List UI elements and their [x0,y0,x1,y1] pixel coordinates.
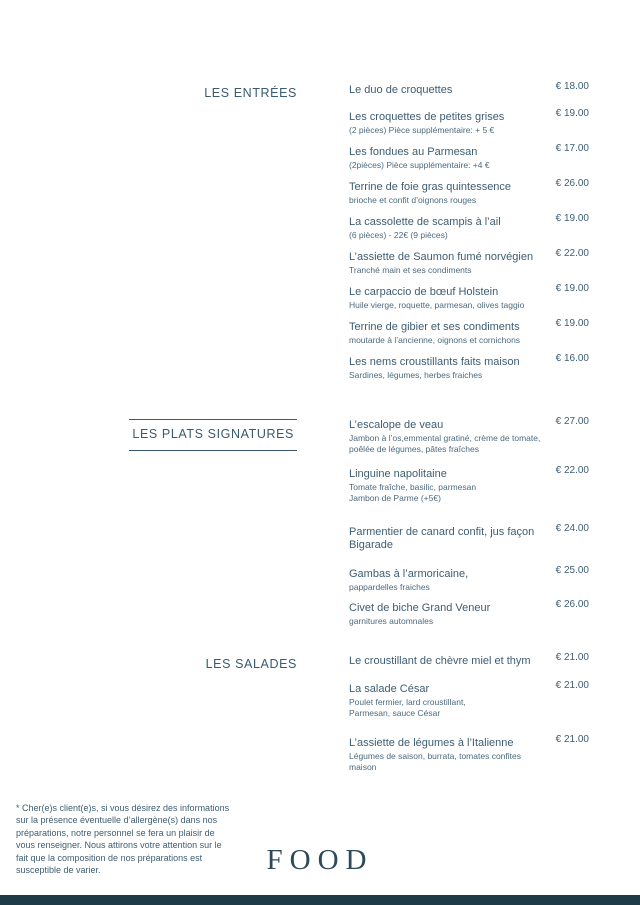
item-price: € 21.00 [555,652,589,663]
item-price: € 24.00 [555,523,589,534]
item-price: € 25.00 [555,565,589,576]
item-price: € 21.00 [555,734,589,745]
item-description-line: Poulet fermier, lard croustillant, [349,697,466,707]
item-name: Parmentier de canard confit, jus façon Bigarade [349,526,535,551]
item-description [349,300,589,311]
menu-item-header [349,565,589,581]
menu-item [349,178,589,206]
item-name: L’escalope de veau [349,419,444,431]
item-name: Gambas à l’armoricaine, [349,568,469,580]
item-description-line: brioche et confit d’oignons rouges [349,195,477,205]
item-description-line: Tomate fraîche, basilic, parmesan [349,482,477,492]
item-name: Terrine de foie gras quintessence [349,181,512,193]
item-description [349,616,589,627]
item-price: € 22.00 [555,248,589,259]
item-name: Les croquettes de petites grises [349,111,505,123]
menu-item-header [349,248,589,264]
menu-item [349,680,589,719]
menu-item-header [349,734,589,750]
item-description [349,195,589,206]
section-title: LES SALADES [205,657,297,671]
item-description [349,751,589,773]
item-price: € 26.00 [555,178,589,189]
menu-item [349,523,589,552]
menu-item-header [349,465,589,481]
section-items [349,416,589,637]
menu [0,81,640,783]
section-header-column [0,419,297,451]
section-header-column [0,84,297,102]
item-price: € 18.00 [555,81,589,92]
menu-item-header [349,178,589,194]
item-description-line: moutarde à l’ancienne, oignons et cornichons [349,335,521,345]
item-price: € 17.00 [555,143,589,154]
menu-item [349,565,589,593]
section-title: LES ENTRÉES [204,86,297,100]
menu-item-header [349,652,589,668]
item-price: € 21.00 [555,680,589,691]
item-name: Les fondues au Parmesan [349,146,478,158]
item-name: Le carpaccio de bœuf Holstein [349,286,499,298]
menu-item [349,108,589,136]
menu-item [349,416,589,455]
item-name: Le duo de croquettes [349,84,453,96]
menu-item [349,652,589,668]
item-price: € 19.00 [555,283,589,294]
item-price: € 19.00 [555,108,589,119]
item-description [349,265,589,276]
item-name: Terrine de gibier et ses condiments [349,321,520,333]
item-description [349,160,589,171]
menu-item-header [349,143,589,159]
menu-item-header [349,523,589,552]
item-description-line: Huile vierge, roquette, parmesan, olives taggio [349,300,525,310]
menu-item-header [349,213,589,229]
item-description [349,482,589,504]
menu-item [349,599,589,627]
item-name: La cassolette de scampis à l’ail [349,216,501,228]
menu-item [349,143,589,171]
section-items [349,81,589,391]
menu-item-header [349,283,589,299]
item-description [349,230,589,241]
item-name: L’assiette de légumes à l’Italienne [349,737,514,749]
item-description-line: Parmesan, sauce César [349,708,441,718]
item-description-line: Jambon à l’os,emmental gratiné, crème de tomate, [349,433,541,443]
item-description [349,433,589,455]
item-description-line: Légumes de saison, burrata, tomates confites [349,751,521,761]
item-description-line: (2pièces) Pièce supplémentaire: +4 € [349,160,490,170]
item-description-line: (2 pièces) Pièce supplémentaire: + 5 € [349,125,495,135]
item-description-line: garnitures automnales [349,616,434,626]
item-price: € 19.00 [555,213,589,224]
item-description-line: Sardines, légumes, herbes fraiches [349,370,483,380]
item-name: Civet de biche Grand Veneur [349,602,491,614]
menu-item [349,465,589,504]
item-price: € 19.00 [555,318,589,329]
section-header-column [0,655,297,673]
menu-item [349,213,589,241]
item-description [349,582,589,593]
menu-item [349,318,589,346]
item-description [349,335,589,346]
item-description-line: maison [349,762,377,772]
allergen-note: * Cher(e)s client(e)s, si vous désirez des informations sur la présence éventuelle d’allergène(s) dans nos préparations, notre personnel se fera un plaisir de vous renseigner. Nous attirons votre attention sur le fait que la composition de nos préparations est susceptible de varier. [16,803,230,876]
item-name: Le croustillant de chèvre miel et thym [349,655,531,667]
item-price: € 27.00 [555,416,589,427]
menu-item [349,283,589,311]
section-items [349,652,589,783]
bottom-accent-bar [0,895,640,905]
menu-item-header [349,416,589,432]
item-name: L’assiette de Saumon fumé norvégien [349,251,534,263]
menu-item-header [349,680,589,696]
item-name: Linguine napolitaine [349,468,447,480]
menu-item [349,353,589,381]
item-price: € 22.00 [555,465,589,476]
menu-item [349,734,589,773]
item-description [349,370,589,381]
item-description-line: Jambon de Parme (+5€) [349,493,441,503]
menu-section [0,81,640,391]
item-name: Les nems croustillants faits maison [349,356,520,368]
item-description [349,697,589,719]
item-name: La salade César [349,683,430,695]
item-description-line: (6 pièces) - 22€ (9 pièces) [349,230,448,240]
item-description [349,125,589,136]
item-price: € 26.00 [555,599,589,610]
menu-item [349,248,589,276]
item-description-line: Tranché main et ses condiments [349,265,472,275]
menu-section [0,652,640,783]
menu-item-header [349,353,589,369]
menu-item [349,81,589,97]
item-description-line: pappardelles fraiches [349,582,430,592]
menu-item-header [349,108,589,124]
section-title: LES PLATS SIGNATURES [129,419,297,451]
menu-section [0,416,640,637]
menu-item-header [349,599,589,615]
item-description-line: poêlée de légumes, pâtes fraîches [349,444,479,454]
menu-item-header [349,81,589,97]
menu-item-header [349,318,589,334]
item-price: € 16.00 [555,353,589,364]
restaurant-logo: FOOD [266,844,374,876]
